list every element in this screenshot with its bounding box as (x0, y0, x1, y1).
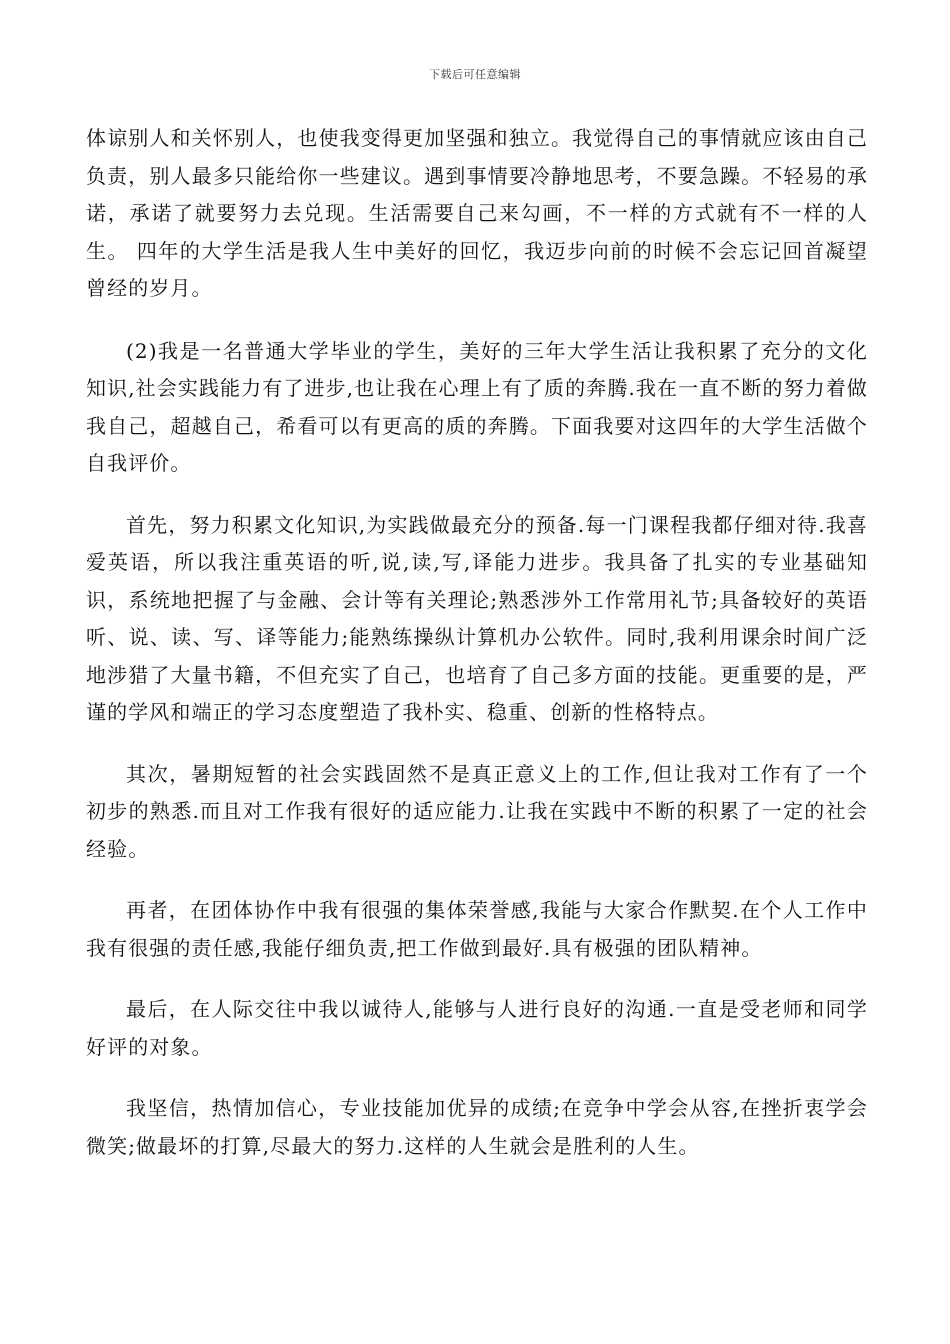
paragraph-third-point: 再者，在团体协作中我有很强的集体荣誉感,我能与大家合作默契.在个人工作中我有很强的责任感,我能仔细负责,把工作做到最好.具有极强的团队精神。 (86, 898, 868, 960)
paragraph-section-2: (2)我是一名普通大学毕业的学生，美好的三年大学生活让我积累了充分的文化知识,社会实践能力有了进步,也让我在心理上有了质的奔腾.我在一直不断的努力着做我自己，超越自己，希看可以有更高的质的奔腾。下面我要对这四年的大学生活做个自我评价。 (86, 338, 868, 475)
paragraph-conclusion: 我坚信，热情加信心，专业技能加优异的成绩;在竞争中学会从容,在挫折衷学会微笑;做最坏的打算,尽最大的努力.这样的人生就会是胜利的人生。 (86, 1096, 868, 1158)
paragraph-continuation: 体谅别人和关怀别人，也使我变得更加坚强和独立。我觉得自己的事情就应该由自己负责，别人最多只能给你一些建议。遇到事情要冷静地思考，不要急躁。不轻易的承诺，承诺了就要努力去兑现。生活需要自己来勾画，不一样的方式就有不一样的人生。 四年的大学生活是我人生中美好的回忆，我迈步向前的时候不会忘记回首凝望曾经的岁月。 (86, 126, 868, 300)
paragraph-second-point: 其次，暑期短暂的社会实践固然不是真正意义上的工作,但让我对工作有了一个初步的熟悉.而且对工作我有很好的适应能力.让我在实践中不断的积累了一定的社会经验。 (86, 761, 868, 861)
header-note: 下载后可任意编辑 (429, 68, 521, 81)
document-body (86, 120, 868, 1189)
paragraph-first-point: 首先，努力积累文化知识,为实践做最充分的预备.每一门课程我都仔细对待.我喜爱英语，所以我注重英语的听,说,读,写,译能力进步。我具备了扎实的专业基础知识，系统地把握了与金融、会计等有关理论;熟悉涉外工作常用礼节;具备较好的英语听、说、读、写、译等能力;能熟练操纵计算机办公软件。同时,我利用课余时间广泛地涉猎了大量书籍，不但充实了自己，也培育了自己多方面的技能。更重要的是，严谨的学风和端正的学习态度塑造了我朴实、稳重、创新的性格特点。 (86, 512, 868, 724)
paragraph-fourth-point: 最后，在人际交往中我以诚待人,能够与人进行良好的沟通.一直是受老师和同学好评的对象。 (86, 997, 868, 1059)
